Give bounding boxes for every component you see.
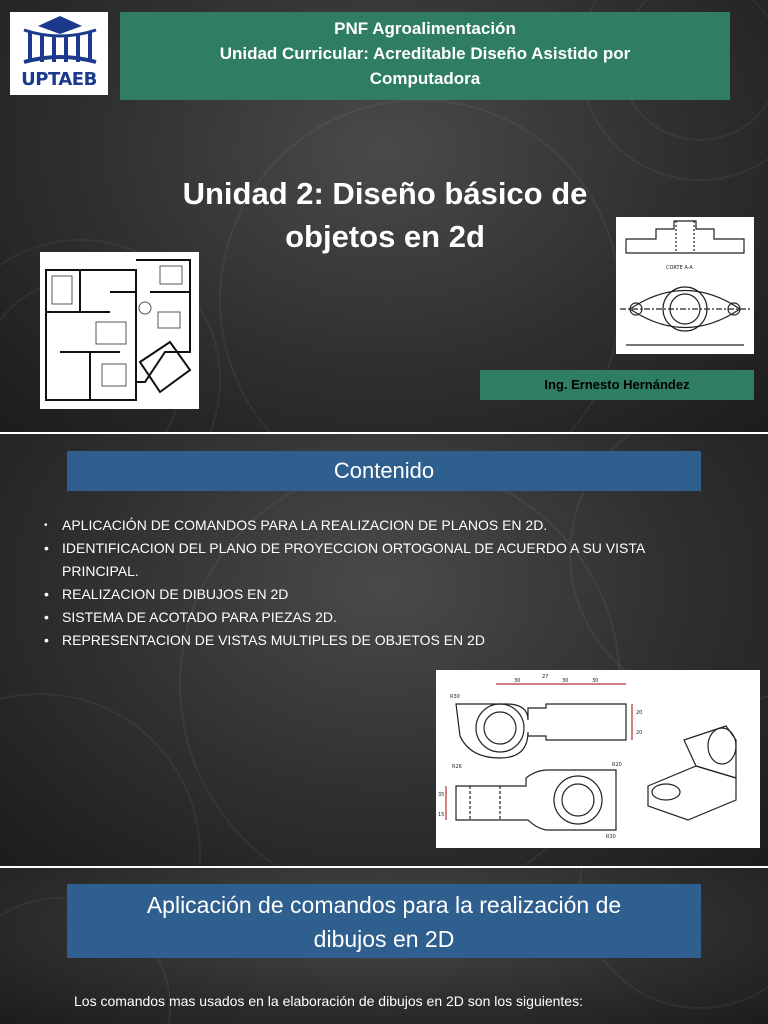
dim-label: 20 xyxy=(636,710,643,716)
uptaeb-logo xyxy=(10,12,108,95)
commands-slide xyxy=(0,868,768,1024)
title-slide xyxy=(0,0,768,432)
list-item: • SISTEMA DE ACOTADO PARA PIEZAS 2D. xyxy=(44,606,664,629)
commands-heading xyxy=(67,884,701,958)
dim-label: 30 xyxy=(514,678,521,684)
slide-title xyxy=(140,172,630,258)
list-item: • APLICACIÓN DE COMANDOS PARA LA REALIZACION DE PLANOS EN 2D. xyxy=(44,514,664,537)
program-name: PNF Agroalimentación xyxy=(334,19,516,38)
dim-label: R26 xyxy=(452,764,462,770)
list-item: • REALIZACION DE DIBUJOS EN 2D xyxy=(44,583,664,606)
course-line2: Computadora xyxy=(369,69,481,88)
logo-text: UPTAEB xyxy=(21,69,97,90)
bullet-icon: • xyxy=(44,586,49,602)
heading-line2: dibujos en 2D xyxy=(313,926,455,952)
dim-label: 30 xyxy=(592,678,599,684)
title-line2: objetos en 2d xyxy=(285,219,485,254)
mechanical-part-drawing xyxy=(616,217,754,354)
heading-line1: Aplicación de comandos para la realización de xyxy=(146,892,622,918)
dim-label: 35 xyxy=(438,792,445,798)
bullet-icon: • xyxy=(44,632,49,648)
list-item: • IDENTIFICACION DEL PLANO DE PROYECCION ORTOGONAL DE ACUERDO A SU VISTA PRINCIPAL. xyxy=(44,537,664,583)
list-item: • REPRESENTACION DE VISTAS MULTIPLES DE OBJETOS EN 2D xyxy=(44,629,664,652)
dim-label: 15 xyxy=(438,812,445,818)
dim-label: R30 xyxy=(450,694,460,700)
program-header xyxy=(120,12,730,100)
floor-plan-image xyxy=(40,252,199,409)
dim-label: 30 xyxy=(562,678,569,684)
dim-label: R20 xyxy=(612,762,622,768)
commands-intro-text: Los comandos mas usados en la elaboración de dibujos en 2D son los siguientes: xyxy=(74,993,583,1009)
mechanical-drawing-image xyxy=(616,217,754,354)
contents-list xyxy=(44,514,664,652)
dim-label: 27 xyxy=(542,674,549,680)
orthographic-views-drawing xyxy=(436,670,760,848)
dim-label: 20 xyxy=(636,730,643,736)
title-line1: Unidad 2: Diseño básico de xyxy=(182,176,588,211)
floor-plan-drawing xyxy=(40,252,199,409)
course-line1: Unidad Curricular: Acreditable Diseño Asistido por xyxy=(219,44,631,63)
bullet-icon: • xyxy=(44,520,48,531)
author-label: Ing. Ernesto Hernández xyxy=(480,370,754,400)
contents-heading: Contenido xyxy=(67,451,701,491)
contents-slide xyxy=(0,434,768,866)
dim-label: R30 xyxy=(606,834,616,840)
multiview-drawing-image xyxy=(436,670,760,848)
university-building-icon xyxy=(10,12,108,72)
bullet-icon: • xyxy=(44,540,49,556)
bullet-icon: • xyxy=(44,609,49,625)
section-label: CORTE A-A xyxy=(666,265,693,271)
